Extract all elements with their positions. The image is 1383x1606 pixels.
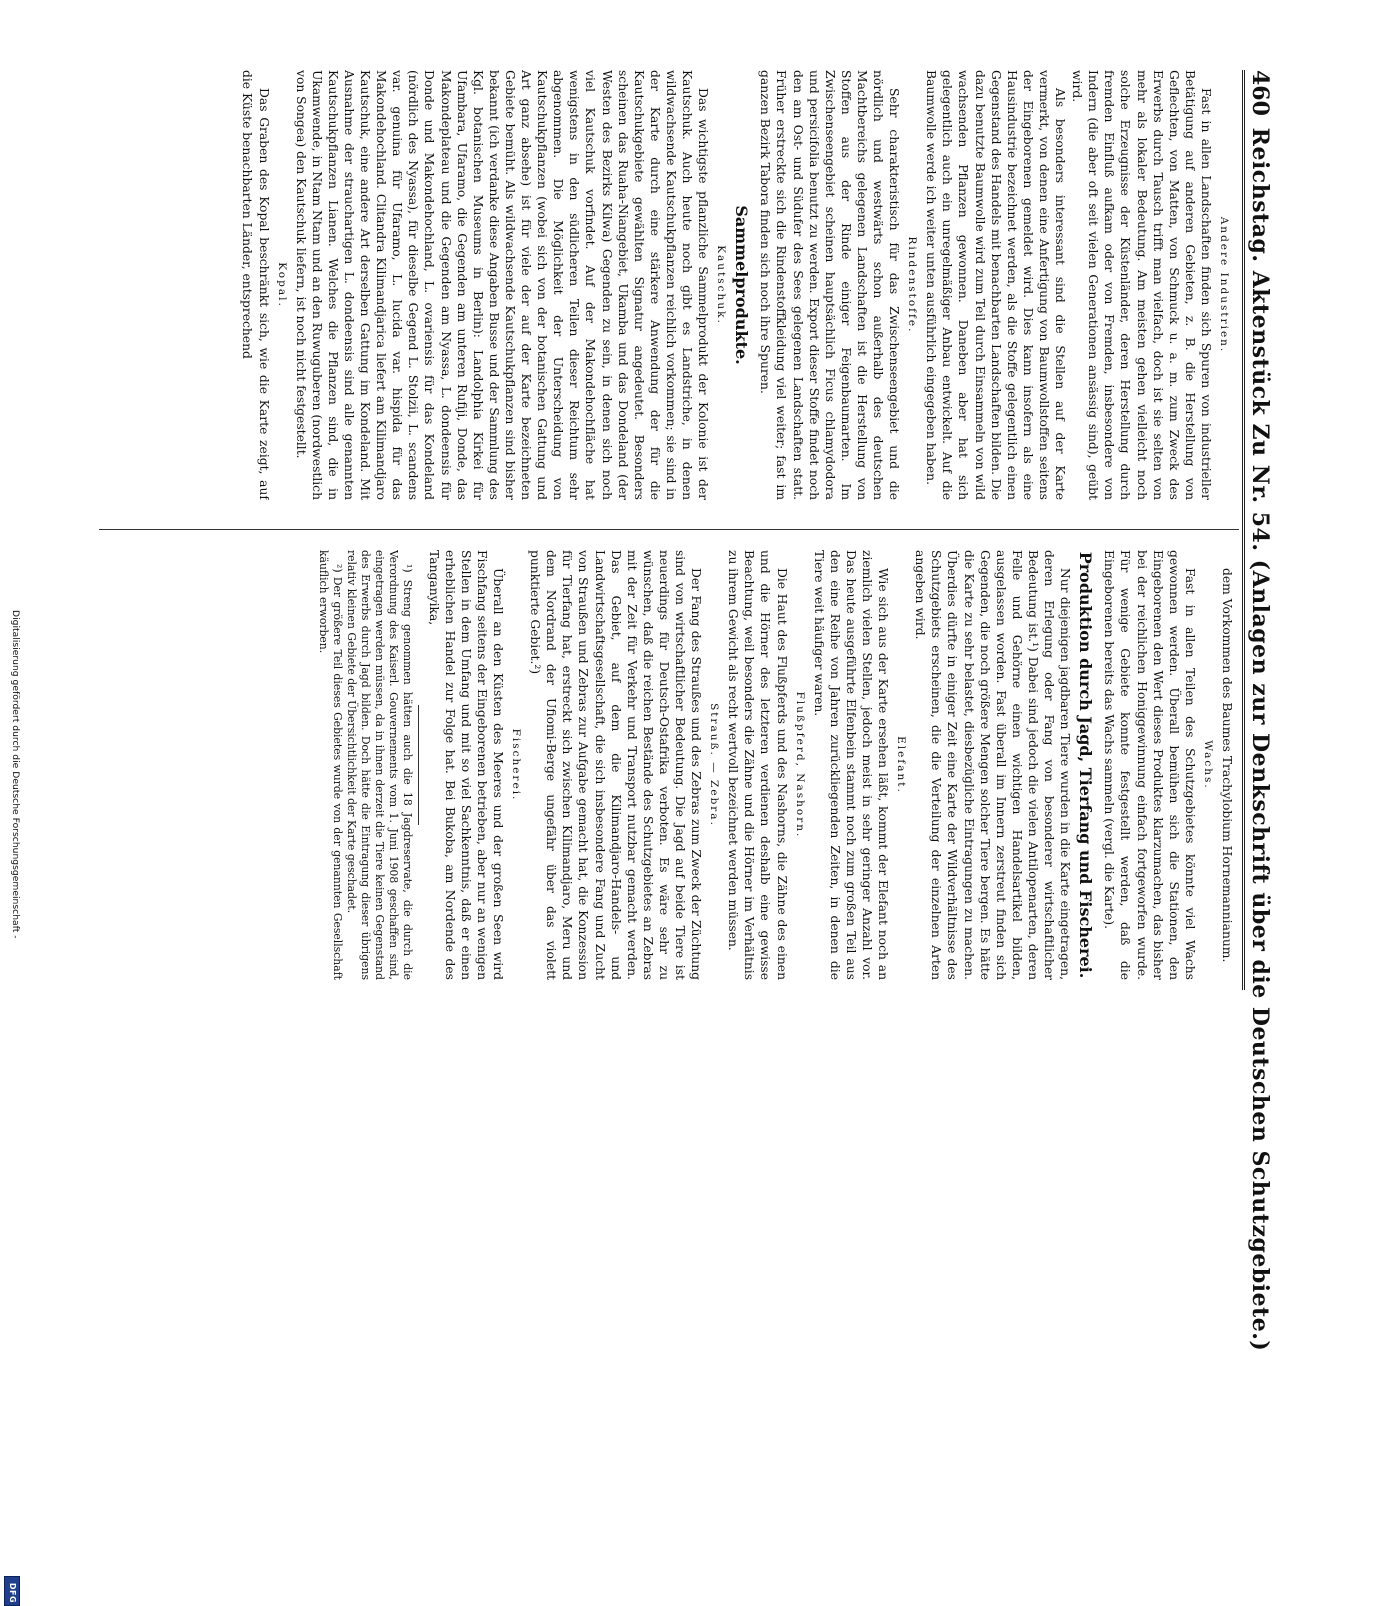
right-paragraph: Die Haut des Flußpferds und des Nashorns, die Zähne des einen und die Hörner des letzteren verdienen deshalb eine gewisse Beachtung, weil besonders die Zähne und die Hörner im Verhältnis zu ihrem Gewicht als recht wertvoll bezeichnet werden müssen. xyxy=(726,550,789,980)
column-divider xyxy=(99,529,1239,530)
left-subheading: Kautschuk. xyxy=(715,245,728,325)
left-paragraph: Das wichtigste pflanzliche Sammelprodukt der Kolonie ist der Kautschuk. Auch heute noch gibt es Landstriche, in denen wildwachsende Kautschukpflanzen reichlich vorkommen; sie sind in der Karte durch eine stärkere Anwendung der für die Kautschukgebiete gewählten Signatur angedeutet. Besonders scheinen das Ruaha-Niangebiet, Ukamba und das Dondeland (der Westen des Bezirks Kilwa) Gegenden zu sein, in denen sich noch viel Kautschuk vorfindet. Auf der Makondehochfläche hat wenigstens in den südlicheren Teilen dieser Reichtum sehr abgenommen. Die Möglichkeit der Unterscheidung von Kautschukpflanzen (wobei sich von der botanischen Gattung und Art ganz absehe) ist für viele der auf der Karte bezeichneten Gebiete bemüht. Als wildwachsende Kautschukpflanzen sind bisher bekannt (ich verdanke diese Angaben Busse und der Sammlung des Kgl. botanischen Museums in Berlin): Landolphia Kirkei für Ufambara, Ufaramo, die Gegenden am unteren Rufiji, Donde, das Makondeplateau und die Gegenden am Nyassa, L. dondeensis für Donde und Makondehochland, L. ovariensis für das Kondeland (nördlich des Nyassa), für dieselbe Gegend L. Stolzii, L. scandens var. genuina für Ufaramo, L. lucida var. hispida für das Makondehochland. Clitandra Kilimandjarica liefert am Kilimandjaro Kautschuk, eine andere Art derselben Gattung im Kondeland. Mit Ausnahme der strauchartigen L. dondeensis sind alle genannten Kautschukpflanzen Lianen. Welches die Pflanzen sind, die in Ukamwende, in Ntam Ntam und an den Ruwuguberen (nordwestlich von Songea) den Kautschuk liefern, ist noch nicht festgestellt. xyxy=(293,70,711,500)
left-subheading: Andere Industrien. xyxy=(1218,216,1230,354)
left-section-heading: Sammelprodukte. xyxy=(732,205,752,365)
dfg-logo xyxy=(4,1576,20,1606)
right-subheading: Flußpferd, Nashorn. xyxy=(793,691,806,839)
right-paragraph: dem Vorkommen des Baumes Trachylobium Hornemannianum. xyxy=(1220,568,1234,963)
right-paragraph: Fast in allen Teilen des Schutzgebietes könnte viel Wachs gewonnen werden. Überall bemühen sich die Stationen, den Eingeborenen den Wert dieses Produktes klarzumachen, das bisher bei der reichlichen Honiggewinnung einfach fortgeworfen wurde. Für wenige Gebiete konnte festgestellt werden, daß die Eingeborenen bereits das Wachs sammeln (vergl. die Karte). xyxy=(1102,550,1197,980)
left-subheading: Kopal. xyxy=(275,262,288,308)
credit-text: Digitalisierung gefördert durch die Deutsche Forschungsgemeinschaft - xyxy=(10,610,21,939)
left-paragraph: Als besonders interessant sind die Stellen auf der Karte vermerkt, von denen eine Anfertigung von Baumwollstoffen seitens der Eingeborenen gemeldet wird. Dies kann insofern als eine Hausindustrie bezeichnet werden, als die Stoffe gelegentlich einen Gegenstand des Handels mit benachbarten Landschaften bilden. Die dazu benutzte Baumwolle wird zum Teil durch Einsammeln von wild wachsenden Pflanzen gewonnen. Daneben aber hat sich gelegentlich auch ein unregelmäßiger Anbau entwickelt. Auf die Baumwolle werde ich weiter unten ausführlich eingegeben haben. xyxy=(924,70,1068,500)
right-paragraph: Überall an den Küsten des Meeres und der großen Seen wird Fischfang seitens der Eingeborenen betrieben, aber nur an wenigen Stellen in dem Umfang und mit so viel Sachkenntnis, daß er einen erheblichen Handel zur Folge hat. Bei Bukoba, am Nordende des Tanganyika, xyxy=(426,550,505,980)
left-subheading: Rindenstoffe. xyxy=(906,236,919,334)
right-subheading: Strauß. — Zebra. xyxy=(708,703,721,827)
page-header xyxy=(1242,70,1275,1352)
page-number: 460 xyxy=(1247,70,1273,116)
rotated-page-content xyxy=(85,70,1275,1352)
right-paragraph: Wie sich aus der Karte ersehen läßt, kommt der Elefant noch an ziemlich vielen Stellen, jedoch meist in sehr geringer Anzahl vor. Das heute ausgeführte Elfenbein stammt noch zum großen Teil aus den eine Reihe von Jahren zurückliegenden Zeiten, in denen die Tiere weit häufiger waren. xyxy=(811,550,891,980)
dfg-logo-text: DFG xyxy=(8,1582,17,1604)
right-paragraph: Nur diejenigen jagdbaren Tiere wurden in die Karte eingetragen, deren Erlegung oder Fang von besonderer wirtschaftlicher Bedeutung ist.¹) Dabei sind jedoch die vielen Antilopenarten, deren Felle und Gehörne einen wichtigen Handelsartikel bilden, ausgelassen worden. Fast überall im Innern zerstreut finden sich Gegenden, die noch größere Mengen solcher Tiere bergen. Es hätte die Karte zu sehr belastet, diesbezügliche Eintragungen zu machen. Überdies dürfte in einiger Zeit eine Karte der Wildverhältnisse des Schutzgebiets erscheinen, die die Verteilung der einzelnen Arten angeben wird. xyxy=(913,550,1073,980)
right-column-body xyxy=(426,550,1236,980)
right-subheading: Fischerei. xyxy=(510,728,523,802)
left-column xyxy=(95,70,1235,500)
right-subheading: Wachs. xyxy=(1201,740,1214,790)
right-column xyxy=(95,550,1235,980)
left-paragraph: Das Graben des Kopal beschränkt sich, wie die Karte zeigt, auf die Küste benachbarten Länder, entsprechend xyxy=(240,70,271,500)
left-paragraph: Fast in allen Landschaften finden sich Spuren von industrieller Betätigung auf anderen Gebieten, z. B. die Herstellung von Geflechten, von Matten, von Schmuck u. a. m. zum Zweck des Erwerbs durch Tausch trifft man vielfach, doch ist sie selten von mehr als lokaler Bedeutung. Am meisten gehen vielleicht noch solche Erzeugnisse der Küstenländer, deren Herstellung durch fremden Einfluß aufkam oder von Fremden, insbesondere von Indern (die aber oft seit vielen Generationen ansässig sind), geübt wird. xyxy=(1070,70,1213,500)
footnote-2: ²) Der größere Teil dieses Gebietes wurde von der genannten Gesellschaft käuflich erworben. xyxy=(317,550,345,980)
footnote-rule xyxy=(419,705,420,825)
right-section-heading: Produktion durch Jagd, Tierfang und Fischerei. xyxy=(1076,551,1096,979)
right-subheading: Elefant. xyxy=(895,736,908,794)
footnotes xyxy=(317,550,420,980)
page-title: Reichstag. Aktenstück Zu Nr. 54. (Anlagen zur Denkschrift über die Deutschen Schutzgebiete.) xyxy=(1247,127,1273,1352)
footnote-1: ¹) Streng genommen hätten auch die 18 Jagdreservate, die durch die Verordnung des Kaiserl. Gouvernements vom 1. Juni 1908 geschaffen sind, eingetragen werden müssen, da in ihnen derzeit die Tiere keinen Gegenstand des Erwerbs durch Jagd bilden. Doch hätte die Eintragung dieser übrigens relativ kleinen Gebiete der Übersichtlichkeit der Karte geschadet. xyxy=(345,550,415,980)
right-paragraph: Der Fang des Straußes und des Zebras zum Zweck der Züchtung sind von wirtschaftlicher Bedeutung. Die Jagd auf beide Tiere ist neuerdings für Deutsch-Ostafrika verboten. Es wäre sehr zu wünschen, daß die reichen Bestände des Schutzgebietes an Zebras mit der Zeit für Verkehr und Transport nutzbar gemacht werden. Das Gebiet, auf dem die Kilimandjaro-Handels- und Landwirtschaftsgesellschaft, die sich insbesondere Fang und Zucht von Straußen und Zebras zur Aufgabe gemacht hat, die Konzession für Tierfang hat, erstreckt sich zwischen Kilimandjaro, Meru und dem Nordrand der Ufiomi-Berge ungefähr über das violett punktierte Gebiet.²) xyxy=(528,550,704,980)
left-paragraph: Sehr charakteristisch für das Zwischenseengebiet und die nördlich und westwärts schon außerhalb des deutschen Machtbereichs gelegenen Landschaften ist die Herstellung von Stoffen aus der Rinde einiger Feigenbaumarten. Im Zwischenseengebiet scheinen hauptsächlich Ficus chlamydodora und persicifolia benutzt zu werden. Export dieser Stoffe findet noch den am Ost- und Südufer des Sees gelegenen Landschaften statt. Früher erstreckte sich die Rindenstoffkleidung viel weiter; fast im ganzen Bezirk Tabora finden sich noch ihre Spuren. xyxy=(758,70,902,500)
digitization-credit xyxy=(0,610,30,1604)
